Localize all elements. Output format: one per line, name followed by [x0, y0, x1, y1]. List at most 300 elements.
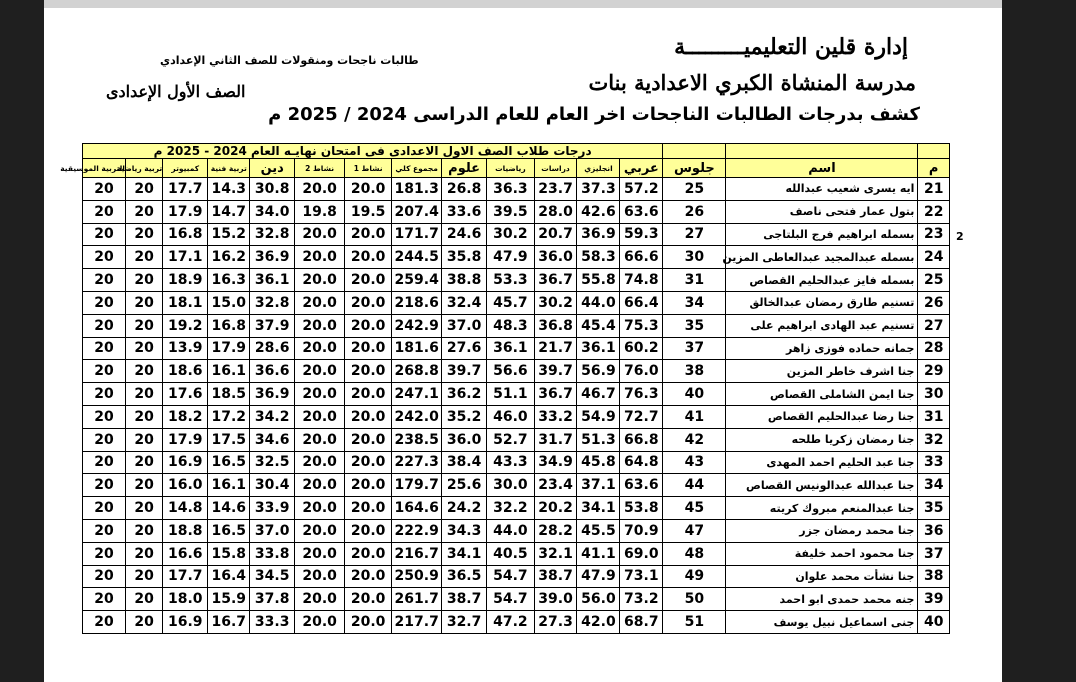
col-activity2: نشاط 2: [295, 159, 345, 178]
cell-activity1: 20.0: [344, 519, 391, 542]
cell-science: 32.7: [442, 611, 487, 634]
cell-total: 244.5: [392, 246, 442, 269]
cell-religion: 36.1: [250, 269, 295, 292]
cell-sports: 20: [125, 291, 162, 314]
cell-science: 38.7: [442, 588, 487, 611]
cell-total: 250.9: [392, 565, 442, 588]
cell-name: تسنيم طارق رمضان عبدالخالق: [726, 291, 918, 314]
col-no: م: [918, 159, 950, 178]
cell-seat: 25: [663, 178, 726, 201]
cell-social: 36.0: [534, 246, 577, 269]
cell-seat: 47: [663, 519, 726, 542]
cell-english: 42.6: [577, 200, 620, 223]
cell-math: 32.2: [487, 497, 534, 520]
cell-science: 38.8: [442, 269, 487, 292]
cell-social: 30.2: [534, 291, 577, 314]
cell-english: 46.7: [577, 383, 620, 406]
table-body: [83, 178, 950, 634]
cell-religion: 33.3: [250, 611, 295, 634]
cell-religion: 33.8: [250, 542, 295, 565]
cell-music: 20: [83, 519, 126, 542]
cell-math: 52.7: [487, 428, 534, 451]
cell-art: 16.8: [208, 314, 250, 337]
cell-religion: 33.9: [250, 497, 295, 520]
cell-arabic: 63.6: [620, 474, 663, 497]
cell-seat: 41: [663, 405, 726, 428]
cell-art: 14.6: [208, 497, 250, 520]
cell-activity1: 20.0: [344, 246, 391, 269]
cell-activity2: 20.0: [295, 588, 345, 611]
cell-name: جنا اشرف خاطر المزين: [726, 360, 918, 383]
cell-science: 36.5: [442, 565, 487, 588]
table-row: [83, 246, 950, 269]
cell-activity2: 20.0: [295, 451, 345, 474]
cell-seat: 40: [663, 383, 726, 406]
cell-computer: 16.0: [163, 474, 208, 497]
cell-art: 15.0: [208, 291, 250, 314]
cell-sports: 20: [125, 337, 162, 360]
cell-no: 35: [918, 497, 950, 520]
cell-name: تسنيم عبد الهادى ابراهيم على: [726, 314, 918, 337]
cell-activity2: 20.0: [295, 291, 345, 314]
cell-religion: 36.6: [250, 360, 295, 383]
cell-religion: 30.8: [250, 178, 295, 201]
cell-computer: 18.2: [163, 405, 208, 428]
cell-art: 16.1: [208, 474, 250, 497]
cell-seat: 34: [663, 291, 726, 314]
administration-title: إدارة قلين التعليميـــــــــة: [674, 34, 908, 60]
cell-activity1: 20.0: [344, 451, 391, 474]
table-row: [83, 200, 950, 223]
cell-seat: 37: [663, 337, 726, 360]
cell-no: 38: [918, 565, 950, 588]
caption-spacer: [726, 144, 918, 159]
cell-music: 20: [83, 542, 126, 565]
cell-arabic: 66.8: [620, 428, 663, 451]
cell-total: 261.7: [392, 588, 442, 611]
cell-activity2: 20.0: [295, 246, 345, 269]
cell-activity2: 20.0: [295, 519, 345, 542]
cell-social: 39.0: [534, 588, 577, 611]
cell-name: جنا عبدالمنعم مبروك كريته: [726, 497, 918, 520]
cell-activity2: 20.0: [295, 178, 345, 201]
cell-name: بسمله عبدالمجيد عبدالعاطى المزين: [726, 246, 918, 269]
cell-activity1: 20.0: [344, 178, 391, 201]
cell-music: 20: [83, 588, 126, 611]
cell-seat: 51: [663, 611, 726, 634]
cell-no: 28: [918, 337, 950, 360]
col-science: علوم: [442, 159, 487, 178]
cell-total: 238.5: [392, 428, 442, 451]
cell-english: 45.8: [577, 451, 620, 474]
cell-seat: 31: [663, 269, 726, 292]
table-row: [83, 314, 950, 337]
cell-total: 268.8: [392, 360, 442, 383]
cell-arabic: 75.3: [620, 314, 663, 337]
cell-math: 54.7: [487, 565, 534, 588]
cell-total: 217.7: [392, 611, 442, 634]
cell-social: 36.7: [534, 383, 577, 406]
cell-no: 34: [918, 474, 950, 497]
cell-math: 44.0: [487, 519, 534, 542]
col-music: التربية الموسيقية: [83, 159, 126, 178]
cell-science: 24.2: [442, 497, 487, 520]
cell-total: 222.9: [392, 519, 442, 542]
cell-music: 20: [83, 178, 126, 201]
cell-name: جنا محمود احمد خليفة: [726, 542, 918, 565]
cell-religion: 34.6: [250, 428, 295, 451]
cell-activity2: 20.0: [295, 405, 345, 428]
cell-music: 20: [83, 474, 126, 497]
cell-activity1: 19.5: [344, 200, 391, 223]
school-name: مدرسة المنشاة الكبري الاعدادية بنات: [588, 70, 916, 95]
cell-seat: 27: [663, 223, 726, 246]
cell-english: 36.1: [577, 337, 620, 360]
cell-activity1: 20.0: [344, 611, 391, 634]
cell-art: 16.2: [208, 246, 250, 269]
cell-computer: 18.0: [163, 588, 208, 611]
cell-computer: 18.9: [163, 269, 208, 292]
cell-name: جنا عبدالله عبدالونيس القصاص: [726, 474, 918, 497]
cell-art: 15.2: [208, 223, 250, 246]
cell-activity2: 20.0: [295, 337, 345, 360]
cell-science: 35.2: [442, 405, 487, 428]
cell-activity1: 20.0: [344, 542, 391, 565]
cell-no: 36: [918, 519, 950, 542]
cell-art: 15.9: [208, 588, 250, 611]
cell-name: جنا ايمن الشاملى القصاص: [726, 383, 918, 406]
cell-religion: 37.9: [250, 314, 295, 337]
table-row: [83, 611, 950, 634]
cell-social: 20.7: [534, 223, 577, 246]
cell-math: 54.7: [487, 588, 534, 611]
cell-math: 36.1: [487, 337, 534, 360]
cell-name: جنا محمد رمضان جزر: [726, 519, 918, 542]
col-total: مجموع كلي: [392, 159, 442, 178]
table-row: [83, 474, 950, 497]
col-social: دراسات: [534, 159, 577, 178]
cell-activity1: 20.0: [344, 314, 391, 337]
cell-sports: 20: [125, 519, 162, 542]
table-row: [83, 405, 950, 428]
cell-art: 16.1: [208, 360, 250, 383]
cell-music: 20: [83, 428, 126, 451]
cell-activity1: 20.0: [344, 428, 391, 451]
cell-social: 28.2: [534, 519, 577, 542]
cell-seat: 35: [663, 314, 726, 337]
cell-no: 32: [918, 428, 950, 451]
table-row: [83, 497, 950, 520]
cell-activity2: 20.0: [295, 223, 345, 246]
cell-religion: 32.8: [250, 291, 295, 314]
cell-computer: 16.9: [163, 451, 208, 474]
cell-sports: 20: [125, 246, 162, 269]
cell-arabic: 53.8: [620, 497, 663, 520]
caption-spacer: [918, 144, 950, 159]
table-row: [83, 428, 950, 451]
cell-sports: 20: [125, 542, 162, 565]
cell-math: 53.3: [487, 269, 534, 292]
cell-social: 21.7: [534, 337, 577, 360]
cell-math: 36.3: [487, 178, 534, 201]
cell-religion: 28.6: [250, 337, 295, 360]
cell-activity2: 19.8: [295, 200, 345, 223]
table-row: [83, 269, 950, 292]
cell-english: 42.0: [577, 611, 620, 634]
cell-total: 259.4: [392, 269, 442, 292]
cell-name: جنه محمد حمدى ابو احمد: [726, 588, 918, 611]
cell-computer: 18.1: [163, 291, 208, 314]
cell-no: 39: [918, 588, 950, 611]
cell-total: 171.7: [392, 223, 442, 246]
transfer-note: طالبات ناجحات ومنقولات للصف الثاني الإعدادي: [160, 54, 419, 67]
cell-sports: 20: [125, 360, 162, 383]
document-page: [44, 0, 1002, 682]
cell-total: 227.3: [392, 451, 442, 474]
cell-sports: 20: [125, 383, 162, 406]
cell-total: 216.7: [392, 542, 442, 565]
table-row: [83, 451, 950, 474]
cell-art: 16.3: [208, 269, 250, 292]
cell-total: 247.1: [392, 383, 442, 406]
cell-science: 34.1: [442, 542, 487, 565]
cell-art: 16.4: [208, 565, 250, 588]
cell-science: 37.0: [442, 314, 487, 337]
cell-total: 181.6: [392, 337, 442, 360]
cell-sports: 20: [125, 405, 162, 428]
cell-arabic: 66.6: [620, 246, 663, 269]
cell-seat: 45: [663, 497, 726, 520]
cell-art: 14.7: [208, 200, 250, 223]
cell-english: 45.5: [577, 519, 620, 542]
cell-name: جنا نشأت محمد علوان: [726, 565, 918, 588]
table-row: [83, 588, 950, 611]
cell-art: 16.5: [208, 519, 250, 542]
cell-activity1: 20.0: [344, 497, 391, 520]
col-math: رياضيات: [487, 159, 534, 178]
cell-activity1: 20.0: [344, 337, 391, 360]
col-sports: تربية رياضية: [125, 159, 162, 178]
table-row: [83, 291, 950, 314]
cell-music: 20: [83, 565, 126, 588]
cell-activity1: 20.0: [344, 269, 391, 292]
cell-english: 56.9: [577, 360, 620, 383]
report-title: كشف بدرجات الطالبات الناجحات اخر العام للعام الدراسى 2024 / 2025 م: [268, 104, 920, 125]
cell-arabic: 72.7: [620, 405, 663, 428]
cell-science: 34.3: [442, 519, 487, 542]
cell-sports: 20: [125, 497, 162, 520]
cell-activity1: 20.0: [344, 588, 391, 611]
cell-math: 30.2: [487, 223, 534, 246]
cell-music: 20: [83, 383, 126, 406]
cell-arabic: 76.3: [620, 383, 663, 406]
cell-science: 25.6: [442, 474, 487, 497]
cell-no: 25: [918, 269, 950, 292]
cell-music: 20: [83, 269, 126, 292]
cell-name: جنا عبد الحليم احمد المهدى: [726, 451, 918, 474]
cell-religion: 32.8: [250, 223, 295, 246]
cell-art: 14.3: [208, 178, 250, 201]
cell-social: 34.9: [534, 451, 577, 474]
cell-total: 218.6: [392, 291, 442, 314]
cell-science: 33.6: [442, 200, 487, 223]
cell-seat: 49: [663, 565, 726, 588]
cell-social: 20.2: [534, 497, 577, 520]
cell-activity1: 20.0: [344, 291, 391, 314]
cell-science: 27.6: [442, 337, 487, 360]
cell-social: 38.7: [534, 565, 577, 588]
cell-activity2: 20.0: [295, 474, 345, 497]
cell-social: 39.7: [534, 360, 577, 383]
cell-science: 35.8: [442, 246, 487, 269]
cell-seat: 50: [663, 588, 726, 611]
cell-sports: 20: [125, 565, 162, 588]
col-arabic: عربي: [620, 159, 663, 178]
cell-no: 27: [918, 314, 950, 337]
grades-table: [60, 143, 950, 634]
cell-no: 23: [918, 223, 950, 246]
cell-activity1: 20.0: [344, 405, 391, 428]
cell-social: 31.7: [534, 428, 577, 451]
cell-arabic: 76.0: [620, 360, 663, 383]
cell-sports: 20: [125, 428, 162, 451]
cell-no: 31: [918, 405, 950, 428]
cell-computer: 19.2: [163, 314, 208, 337]
cell-total: 181.3: [392, 178, 442, 201]
caption-spacer: [663, 144, 726, 159]
cell-no: 21: [918, 178, 950, 201]
cell-music: 20: [83, 291, 126, 314]
cell-seat: 48: [663, 542, 726, 565]
cell-science: 38.4: [442, 451, 487, 474]
cell-sports: 20: [125, 178, 162, 201]
cell-computer: 18.6: [163, 360, 208, 383]
table-row: [83, 223, 950, 246]
cell-no: 40: [918, 611, 950, 634]
cell-social: 28.0: [534, 200, 577, 223]
col-english: انجليزي: [577, 159, 620, 178]
col-activity1: نشاط 1: [344, 159, 391, 178]
cell-computer: 16.6: [163, 542, 208, 565]
cell-art: 15.8: [208, 542, 250, 565]
cell-seat: 42: [663, 428, 726, 451]
cell-sports: 20: [125, 451, 162, 474]
cell-music: 20: [83, 314, 126, 337]
cell-music: 20: [83, 405, 126, 428]
cell-name: جنى اسماعيل نبيل يوسف: [726, 611, 918, 634]
cell-arabic: 59.3: [620, 223, 663, 246]
cell-sports: 20: [125, 223, 162, 246]
table-row: [83, 360, 950, 383]
cell-arabic: 57.2: [620, 178, 663, 201]
cell-religion: 36.9: [250, 246, 295, 269]
cell-arabic: 63.6: [620, 200, 663, 223]
cell-math: 30.0: [487, 474, 534, 497]
cell-religion: 34.2: [250, 405, 295, 428]
cell-no: 33: [918, 451, 950, 474]
grade-label: الصف الأول الإعدادى: [106, 82, 246, 101]
cell-religion: 37.0: [250, 519, 295, 542]
col-religion: دين: [250, 159, 295, 178]
cell-science: 36.0: [442, 428, 487, 451]
cell-computer: 18.8: [163, 519, 208, 542]
cell-art: 17.9: [208, 337, 250, 360]
col-art: تربية فنية: [208, 159, 250, 178]
cell-english: 58.3: [577, 246, 620, 269]
cell-math: 45.7: [487, 291, 534, 314]
cell-activity1: 20.0: [344, 474, 391, 497]
page-top-edge: [44, 0, 1002, 8]
cell-music: 20: [83, 497, 126, 520]
cell-arabic: 68.7: [620, 611, 663, 634]
cell-math: 43.3: [487, 451, 534, 474]
cell-computer: 17.9: [163, 428, 208, 451]
cell-seat: 38: [663, 360, 726, 383]
table-row: [83, 383, 950, 406]
cell-social: 23.7: [534, 178, 577, 201]
cell-art: 18.5: [208, 383, 250, 406]
cell-seat: 43: [663, 451, 726, 474]
table-row: [83, 565, 950, 588]
table-row: [83, 178, 950, 201]
cell-sports: 20: [125, 611, 162, 634]
col-computer: كمبيوتر: [163, 159, 208, 178]
cell-religion: 34.5: [250, 565, 295, 588]
cell-social: 27.3: [534, 611, 577, 634]
table-row: [83, 519, 950, 542]
cell-english: 36.9: [577, 223, 620, 246]
cell-computer: 17.1: [163, 246, 208, 269]
cell-activity2: 20.0: [295, 269, 345, 292]
cell-seat: 44: [663, 474, 726, 497]
cell-activity2: 20.0: [295, 611, 345, 634]
cell-no: 26: [918, 291, 950, 314]
cell-math: 48.3: [487, 314, 534, 337]
cell-total: 207.4: [392, 200, 442, 223]
cell-math: 40.5: [487, 542, 534, 565]
cell-activity1: 20.0: [344, 360, 391, 383]
cell-computer: 13.9: [163, 337, 208, 360]
cell-arabic: 73.1: [620, 565, 663, 588]
cell-seat: 26: [663, 200, 726, 223]
cell-math: 39.5: [487, 200, 534, 223]
cell-no: 24: [918, 246, 950, 269]
cell-religion: 37.8: [250, 588, 295, 611]
cell-math: 56.6: [487, 360, 534, 383]
cell-sports: 20: [125, 314, 162, 337]
cell-no: 30: [918, 383, 950, 406]
cell-sports: 20: [125, 588, 162, 611]
cell-art: 17.2: [208, 405, 250, 428]
col-seat: جلوس: [663, 159, 726, 178]
cell-seat: 30: [663, 246, 726, 269]
cell-religion: 34.0: [250, 200, 295, 223]
cell-science: 24.6: [442, 223, 487, 246]
cell-music: 20: [83, 200, 126, 223]
cell-english: 55.8: [577, 269, 620, 292]
cell-social: 36.8: [534, 314, 577, 337]
cell-arabic: 69.0: [620, 542, 663, 565]
cell-activity2: 20.0: [295, 497, 345, 520]
cell-religion: 32.5: [250, 451, 295, 474]
cell-social: 36.7: [534, 269, 577, 292]
cell-total: 164.6: [392, 497, 442, 520]
cell-name: جمانه حماده فوزى زاهر: [726, 337, 918, 360]
cell-sports: 20: [125, 269, 162, 292]
cell-sports: 20: [125, 200, 162, 223]
cell-activity2: 20.0: [295, 383, 345, 406]
cell-math: 47.9: [487, 246, 534, 269]
